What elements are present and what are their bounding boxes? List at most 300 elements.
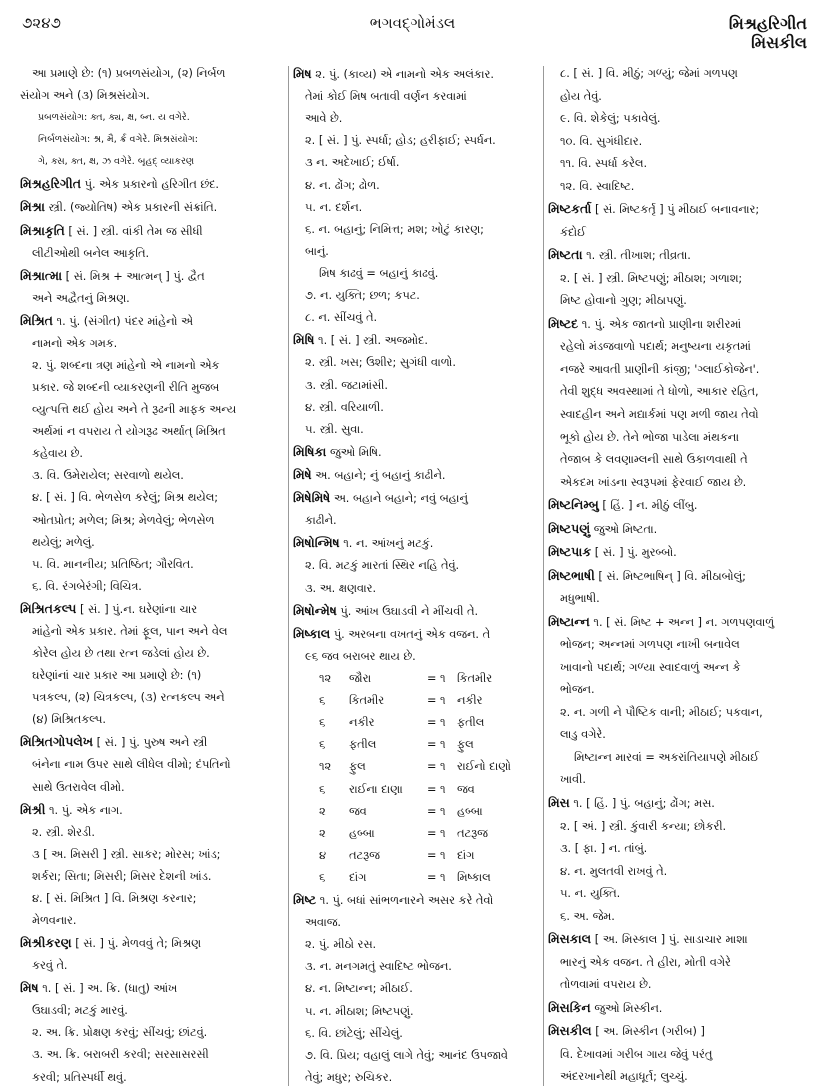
definition-line [293, 178, 540, 194]
conversion-row [293, 715, 540, 731]
definition-text: ૭. ન. યુક્તિ; છળ; કપટ. [305, 289, 420, 303]
definition-line [548, 1069, 810, 1085]
definition-text: પ્રબળસંયોગ: ક્ત, ક્ય, ક્ષ, બ્ન. ય વગેરે. [38, 112, 190, 124]
definition-line [20, 1003, 285, 1019]
headword: મિશ્રાત્મા [20, 267, 63, 283]
column-rule [543, 66, 544, 1086]
definition-text: બંનેના નામ ઉપર સાથે લીધેલ વીમો; દંપતિનો [32, 758, 231, 772]
definition-line [548, 682, 810, 698]
headword: મિષિ [293, 332, 315, 348]
conversion-cell: ફુલ [457, 738, 474, 752]
entry-line [293, 490, 540, 507]
conversion-cell: = ૧ [427, 782, 446, 796]
definition-text: મિષ્ટાન્ન મારવાં = અકરાંતિયાપણે મીઠાઈ [574, 750, 760, 764]
definition-text: મિષ્ટ હોવાનો ગુણ; મીઠાપણું. [560, 294, 687, 308]
definition-text: ૯૬ જવ બરાબર થાય છે. [305, 649, 416, 663]
definition-line [20, 891, 285, 907]
column-2 [293, 66, 540, 1086]
definition-text: જુઓ મિસ્કીન. [590, 1001, 663, 1015]
definition-line [293, 200, 540, 216]
definition-text: ૩. વિ. ઉમેરાયેલ; સરવાળો થયેલ. [32, 469, 184, 483]
conversion-cell: ફતીલ [349, 738, 377, 752]
definition-line [548, 727, 810, 743]
definition-text: ૨. [ અં. ] સ્ત્રી. કુંવારી કન્યા; છોકરી. [560, 819, 727, 833]
headword: મિષ્ટકર્તા [548, 201, 592, 217]
definition-line [293, 222, 540, 238]
headword: મિષ્ટતા [548, 247, 583, 263]
definition-text: ૬. વિ. રંગબેરંગી; વિચિત્ર. [32, 579, 142, 593]
headword: મિશ્રિતગોપલેખ [20, 734, 94, 750]
definition-text: [ સં. ] પું. પુરુષ અને સ્ત્રી [93, 736, 208, 750]
conversion-cell: તટરૂજ [349, 848, 380, 862]
definition-line [548, 362, 810, 378]
definition-text: મેળવનાર. [32, 913, 77, 927]
definition-line [20, 358, 285, 374]
entry-line [293, 66, 540, 83]
definition-text: નજરે આવતી પ્રાણીની કાંજી; 'ગ્લાઈકોજેન'. [560, 362, 760, 376]
definition-text: કંદોઈ [560, 225, 586, 239]
definition-text: ૪. સ્ત્રી. વરિયાળી. [305, 400, 384, 414]
entry-line [548, 316, 810, 333]
definition-text: આ પ્રમાણે છે: (૧) પ્રબળસંયોગ, (૨) નિર્બળ [32, 67, 226, 80]
definition-text: ૬. ન. બહાનું; નિમિત્ત; મશ; ખોટું કારણ; [305, 222, 484, 236]
page-title: ભગવદ્ગોમંડલ [369, 14, 456, 32]
definition-text: શર્કરા; સિતા; મિસરી; મિસર દેશની ખાંડ. [32, 869, 212, 883]
definition-line [20, 535, 285, 551]
headword: મિષ્ટનિમ્બુ [548, 497, 599, 513]
headword: મિશ્રી [20, 801, 46, 817]
definition-text: તેવી શુદ્ધ અવસ્થામાં તે ધોળો, આકાર રહિત, [560, 385, 759, 399]
entry-line [293, 892, 540, 909]
headword: મિષોન્મેષ [293, 602, 337, 618]
definition-line [20, 690, 285, 706]
definition-text: ખાવાનો પદાર્થ; ગળ્યા સ્વાદવાળું અન્ન કે [560, 660, 741, 674]
definition-text: ભારનું એક વજન. તે હીરા, મોતી વગેરે [560, 955, 731, 969]
definition-text: ૩ ન. અદેખાઈ; ઈર્ષા. [305, 156, 400, 170]
definition-text: ૮. [ સં. ] વિ. મીઠું; ગળ્યું; જેમાં ગળપણ [560, 67, 738, 80]
definition-text: બાનું. [305, 244, 329, 258]
headword: મિષ્કાલ [293, 625, 331, 641]
conversion-row [293, 759, 540, 775]
entry-line [548, 1000, 810, 1017]
definition-line [20, 579, 285, 595]
definition-text: ૧. સ્ત્રી. તીખાશ; તીવ્રતા. [582, 249, 691, 263]
definition-text: મિષ કાઢવું = બહાનું કાઢવું. [319, 266, 439, 280]
entry-line [548, 795, 810, 812]
definition-text: પું. અરબના વખતનું એક વજન. તે [330, 627, 491, 641]
definition-line [293, 378, 540, 394]
definition-line [548, 772, 810, 788]
definition-line [548, 819, 810, 835]
guide-word-first: મિશ્રહરિગીત [728, 14, 807, 33]
definition-text: [ અ. મિસ્કીન (ગરીબ) ] [591, 1025, 705, 1039]
headword: મિષ્ટદ [548, 315, 579, 331]
definition-line [548, 407, 810, 423]
conversion-cell: = ૧ [427, 760, 446, 774]
definition-text: ૪. ન. મુલતવી રાખવું તે. [560, 864, 668, 878]
definition-line [20, 110, 285, 126]
headword: મિષોન્મિષ [293, 535, 340, 551]
conversion-row [293, 782, 540, 798]
conversion-cell: = ૧ [427, 804, 446, 818]
definition-line [20, 424, 285, 440]
definition-line [293, 111, 540, 127]
definition-text: ૧. પું. એક નાગ. [45, 803, 123, 817]
definition-line [548, 886, 810, 902]
conversion-cell: રાઈના દાણા [349, 782, 403, 796]
definition-text: ૪. [ સં. ] વિ. ભેળસેળ કરેલું; મિશ્ર થયેલ; [32, 491, 219, 505]
definition-line [548, 452, 810, 468]
conversion-cell: ૬ [319, 782, 326, 796]
definition-text: ૪. [ સં. મિશ્રિત ] વિ. મિશ્રણ કરનાર; [32, 891, 197, 905]
entry-line [548, 201, 810, 218]
entry-line [20, 313, 285, 330]
definition-text: ૧. પું. બધાં સાંભળનારને અસર કરે તેવો [316, 894, 494, 908]
entry-line [20, 935, 285, 952]
conversion-cell: નકીર [457, 694, 483, 708]
definition-line [20, 780, 285, 796]
entry-line [548, 568, 810, 585]
definition-text: ૧. ન. આંખનું મટકું. [339, 537, 434, 551]
definition-line [20, 1025, 285, 1041]
definition-text: ઓતપ્રોત; મળેલ; મિશ્ર; મેળવેલું; ભેળસેળ [32, 513, 215, 527]
definition-line [548, 475, 810, 491]
definition-text: તેવું; મધુર; રુચિકર. [305, 1070, 393, 1084]
conversion-cell: ૧૨ [319, 671, 332, 685]
definition-text: લાડુ વગેરે. [560, 728, 606, 742]
definition-text: (૪) મિશ્રિતકલ્પ. [32, 713, 106, 727]
definition-line [548, 955, 810, 971]
headword: મિશ્રાકૃતિ [20, 222, 65, 238]
definition-line [293, 288, 540, 304]
definition-text: લીટીઓથી બનેલ આકૃતિ. [32, 246, 150, 260]
definition-text: અર્થમાં ન વપરાય તે યોગરૂઢ અર્થાત્ મિશ્રિત [32, 425, 226, 439]
definition-text: ૨. સ્ત્રી. ખસ; ઉશીર; સુગંધી વાળો. [305, 356, 456, 370]
definition-line [548, 591, 810, 607]
definition-text: [ અ. મિસ્કાલ ] પું. સાડાચાર માશા [591, 933, 748, 947]
definition-text: ૧૧. વિ. સ્પર્ધા કરેલ. [560, 157, 648, 171]
definition-line [548, 156, 810, 172]
headword: મિશ્રીકરણ [20, 935, 72, 951]
conversion-cell: = ૧ [427, 870, 446, 884]
headword: મિષ્ટ [293, 892, 317, 908]
definition-line [293, 981, 540, 997]
definition-text: રહેલો મંડજવાળો પદાર્થ; મનુષ્યના યકૃતમાં [560, 340, 751, 354]
definition-line [548, 660, 810, 676]
definition-line [293, 581, 540, 597]
definition-line [548, 705, 810, 721]
definition-text: પું. આંખ ઉઘાડવી ને મીંચવી તે. [336, 604, 479, 618]
guide-words [729, 14, 807, 52]
definition-line [293, 649, 540, 665]
definition-line [548, 339, 810, 355]
definition-line [20, 1047, 285, 1063]
headword: મિષિકા [293, 443, 327, 459]
entry-line [548, 1023, 810, 1040]
definition-line [20, 869, 285, 885]
definition-text: કરવી; પ્રતિસ્પર્ધી થવું. [32, 1070, 127, 1084]
definition-text: અ. બહાને; નું બહાનું કાઢીને. [311, 468, 446, 482]
headword: મિશ્રિતકલ્પ [20, 600, 77, 616]
definition-line [548, 1047, 810, 1063]
definition-line [20, 1070, 285, 1086]
definition-line [293, 1070, 540, 1086]
definition-text: કહેવાય છે. [32, 447, 83, 461]
definition-line [548, 430, 810, 446]
definition-line [293, 244, 540, 260]
definition-text: ૮. ન. સીંચવું તે. [305, 311, 378, 325]
conversion-row [293, 737, 540, 753]
entry-line [293, 467, 540, 484]
headword: મિસકિન [548, 999, 591, 1015]
conversion-cell: = ૧ [427, 826, 446, 840]
definition-line [20, 712, 285, 728]
definition-text: નામનો એક ગમક. [32, 336, 118, 350]
definition-line [20, 336, 285, 352]
entry-line [548, 544, 810, 561]
headword: મિષેમિષે [293, 490, 331, 506]
entry-line [20, 601, 285, 618]
conversion-cell: દાંગ [349, 870, 367, 884]
definition-line [20, 402, 285, 418]
definition-text: માંહેનો એક પ્રકાર. તેમાં ફૂલ, પાન અને વેલ [32, 624, 228, 638]
definition-text: ૨. [ સં. ] પું. સ્પર્ધા; હોડ; હરીફાઈ; સ્પર્ધન. [305, 134, 496, 148]
definition-text: ૪. ન. ઢોંગ; ઢોળ. [305, 178, 380, 192]
definition-line [20, 646, 285, 662]
definition-line [20, 757, 285, 773]
definition-line [20, 291, 285, 307]
headword: મિસ [548, 795, 570, 810]
conversion-cell: રાઈનો દાણો [457, 760, 511, 774]
definition-line [293, 513, 540, 529]
conversion-cell: ફતીલ [457, 716, 485, 730]
definition-line [293, 133, 540, 149]
headword: મિષ [293, 66, 312, 81]
conversion-cell: = ૧ [427, 716, 446, 730]
entry-line [293, 626, 540, 643]
definition-text: કોરેલ હોય છે તથા રત્ન જડેલાં હોય છે. [32, 647, 210, 661]
definition-text: આવે છે. [305, 112, 343, 126]
definition-text: ગે, ક્સ, ક્ત, ક્ષ, ઝ વગેરે. બૃહદ્ વ્યાકરણ [38, 156, 195, 168]
definition-text: કાઢીને. [305, 514, 337, 528]
definition-text: સંયોગ અને (૩) મિશ્રસંયોગ. [20, 89, 150, 103]
definition-line [293, 422, 540, 438]
definition-text: ૩. અ. ક્રિ. બરાબરી કરવી; સરસાસરસી [32, 1048, 209, 1062]
definition-line [20, 557, 285, 573]
definition-text: અ. બહાને બહાને; નવું બહાનું [330, 492, 468, 506]
definition-line [548, 225, 810, 241]
definition-line [20, 88, 285, 104]
definition-text: ૫. વિ. માનનીય; પ્રતિષ્ઠિત; ગૌરવિત. [32, 557, 194, 571]
conversion-cell: ૬ [319, 694, 326, 708]
column-3 [548, 66, 810, 1086]
definition-text: ૧૦. વિ. સુગંધીદાર. [560, 134, 643, 148]
definition-text: ૪. ન. મિષ્ટાન્ન; મીઠાઈ. [305, 982, 413, 996]
definition-text: ૨. [ સં. ] સ્ત્રી. મિષ્ટપણું; મીઠાશ; ગળાશ; [560, 271, 743, 285]
definition-text: વિ. દેખાવમાં ગરીબ ગાય જેવું પરંતુ [560, 1047, 713, 1061]
definition-line [20, 958, 285, 974]
definition-line [293, 915, 540, 931]
entry-line [20, 734, 285, 751]
headword: મિસકાલ [548, 931, 592, 947]
definition-line [548, 134, 810, 150]
definition-line [20, 513, 285, 529]
definition-text: પ્રકાર. જે શબ્દની વ્યાકરણની રીતિ મુજબ [32, 381, 220, 395]
conversion-cell: ૬ [319, 738, 326, 752]
definition-text: ૨. અ. ક્રિ. પ્રોક્ષણ કરવું; સીંચવું; છાંટવું. [32, 1026, 208, 1040]
conversion-cell: = ૧ [427, 694, 446, 708]
entry-line [20, 802, 285, 819]
entry-line [20, 176, 285, 193]
definition-text: એકદમ ખાંડના સ્વરૂપમાં ફેરવાઈ જાય છે. [560, 475, 747, 489]
conversion-row [293, 693, 540, 709]
definition-text: ઘરેણાંનાં ચાર પ્રકાર આ પ્રમાણે છે: (૧) [32, 669, 202, 683]
definition-text: તોળવામાં વપરાય છે. [560, 978, 652, 992]
definition-line [293, 400, 540, 416]
definition-text: મધુભાષી. [560, 592, 600, 606]
headword: મિશ્રહરિગીત [20, 176, 82, 192]
conversion-cell: ૪ [319, 848, 327, 862]
conversion-cell: નકીર [349, 716, 375, 730]
definition-line [20, 668, 285, 684]
conversion-cell: જૌરા [349, 671, 372, 685]
definition-text: ભોજન; અન્નમાં ગળપણ નાખી બનાવેલ [560, 638, 740, 652]
definition-text: ભોજન. [560, 683, 595, 697]
definition-text: [ સં. મિષ્ટકર્તૃ ] પું મીઠાઈ બનાવનાર; [591, 203, 760, 217]
entry-line [548, 497, 810, 514]
definition-text: સાથે ઉતરાવેલ વીમો. [32, 780, 125, 794]
conversion-cell: = ૧ [427, 671, 446, 685]
headword: મિષે [293, 466, 312, 482]
definition-text: અવાજ. [305, 916, 342, 930]
definition-line [20, 847, 285, 863]
definition-line [548, 179, 810, 195]
definition-line [20, 468, 285, 484]
headword: મિષ [20, 980, 39, 996]
definition-line [20, 66, 285, 82]
definition-text: ૩. અ. ક્ષણવાર. [305, 581, 377, 595]
definition-text: નિર્બળસંયોગ: શ્ર, મૈ, ર્ક્ર વગેરે. મિશ્રસંયોગ: [38, 134, 198, 146]
headword: મિષ્ટપણું [548, 520, 591, 536]
conversion-row [293, 848, 540, 864]
conversion-cell: = ૧ [427, 738, 446, 752]
definition-line [293, 266, 540, 282]
definition-text: [ સં. મિષ્ટભાષિન્ ] વિ. મીઠાબોલું; [594, 569, 746, 583]
definition-text: [ હિં. ] ન. મીઠું લીંબુ. [598, 499, 698, 513]
definition-line [548, 293, 810, 309]
definition-text: થયેલું; મળેલું. [32, 535, 95, 549]
conversion-cell: જવ [349, 804, 367, 818]
definition-text: ૫. ન. દર્શન. [305, 200, 363, 214]
conversion-cell: કિતમીર [349, 694, 385, 708]
definition-line [293, 155, 540, 171]
definition-line [20, 154, 285, 170]
entry-line [20, 980, 285, 997]
definition-line [20, 490, 285, 506]
headword: મિષ્ટપાક [548, 544, 592, 560]
definition-text: વ્યુત્પત્તિ થઈ હોય અને તે રૂઢની માફક અન્ય [32, 403, 237, 417]
definition-text: ૨. સ્ત્રી. શેરડી. [32, 825, 95, 839]
entry-line [20, 199, 285, 216]
conversion-cell: ૨ [319, 804, 326, 818]
definition-text: ૩ [ અ. મિસરી ] સ્ત્રી. સાકર; મોરસ; ખાંડ; [32, 847, 221, 861]
definition-text: ૫. ન. મીઠાશ; મિષ્ટપણું. [305, 1004, 414, 1018]
definition-text: [ સં. મિશ્ર + આત્મન્ ] પું. દ્વૈત [62, 269, 205, 283]
conversion-cell: જવ [457, 782, 475, 796]
headword: મિષ્ટભાષી [548, 567, 595, 583]
conversion-cell: તટરૂજ [457, 826, 488, 840]
definition-text: [ સં. ] પું. મુરબ્બો. [591, 546, 677, 560]
headword: મિશ્રિત [20, 312, 53, 328]
definition-line [548, 89, 810, 105]
definition-text: જુઓ મિષ્ટતા. [590, 522, 658, 536]
definition-text: અને અદ્વૈતનું મિશ્રણ. [32, 291, 130, 305]
entry-line [20, 268, 285, 285]
conversion-cell: ૨ [319, 826, 326, 840]
conversion-row [293, 671, 540, 687]
entry-line [293, 535, 540, 552]
column-rule [288, 66, 289, 1086]
definition-text: ૫. ન. યુક્તિ. [560, 887, 621, 901]
definition-text: જુઓ મિષિ. [326, 445, 382, 459]
conversion-cell: મિષ્કાલ [457, 870, 491, 884]
definition-line [293, 937, 540, 953]
entry-line [293, 603, 540, 620]
definition-line [20, 380, 285, 396]
conversion-cell: હબ્બા [349, 826, 375, 840]
definition-text: [ સં. ] પું.ન. ઘરેણાંના ચાર [76, 602, 198, 616]
definition-line [293, 1048, 540, 1064]
entry-line [548, 247, 810, 264]
definition-text: કરવું તે. [32, 959, 68, 973]
definition-line [548, 864, 810, 880]
conversion-cell: દાંગ [457, 848, 475, 862]
page-number: ૭૨૪૭ [22, 14, 61, 32]
column-1 [20, 66, 285, 1086]
definition-line [548, 271, 810, 287]
definition-line [293, 89, 540, 105]
conversion-cell: ફુલ [349, 760, 366, 774]
definition-text: ઉઘાડવી; મટકું મારવું. [32, 1004, 128, 1018]
definition-text: [ સં. ] સ્ત્રી. વાંકી તેમ જ સીધી [64, 224, 203, 238]
entry-line [293, 332, 540, 349]
definition-text: ખાવી. [560, 773, 586, 787]
definition-line [548, 750, 810, 766]
definition-text: અંદરખાનેથી મહાધૂર્ત; લુચ્ચું. [560, 1070, 688, 1084]
definition-line [293, 355, 540, 371]
definition-line [20, 624, 285, 640]
guide-word-last: મિસકીલ [751, 33, 807, 52]
definition-text: ૭. વિ. પ્રિય; વહાલું લાગે તેવું; આનંદ ઉપજાવે [305, 1048, 508, 1062]
definition-line [293, 1026, 540, 1042]
definition-text: સ્વાદહીન અને મદ્યાર્કમાં પણ મળી જાય તેવો [560, 407, 759, 421]
definition-text: હોય તેવું. [560, 89, 602, 103]
definition-line [548, 637, 810, 653]
definition-text: ૨. પું. (કાવ્ય) એ નામનો એક અલંકાર. [311, 68, 494, 81]
entry-line [548, 521, 810, 538]
definition-text: [ સં. ] પું. મેળવવું તે; મિશ્રણ [71, 937, 201, 951]
definition-line [293, 310, 540, 326]
definition-line [20, 446, 285, 462]
definition-text: ૧. પું. એક જાતનો પ્રાણીના શરીરમાં [578, 317, 742, 331]
conversion-cell: કિતમીર [457, 671, 493, 685]
definition-line [20, 913, 285, 929]
definition-line [20, 246, 285, 262]
conversion-cell: ૧૨ [319, 760, 332, 774]
definition-text: ૨. પું. શબ્દના ત્રણ માંહેનો એ નામનો એક [32, 359, 220, 373]
conversion-cell: ૬ [319, 870, 326, 884]
definition-line [548, 384, 810, 400]
